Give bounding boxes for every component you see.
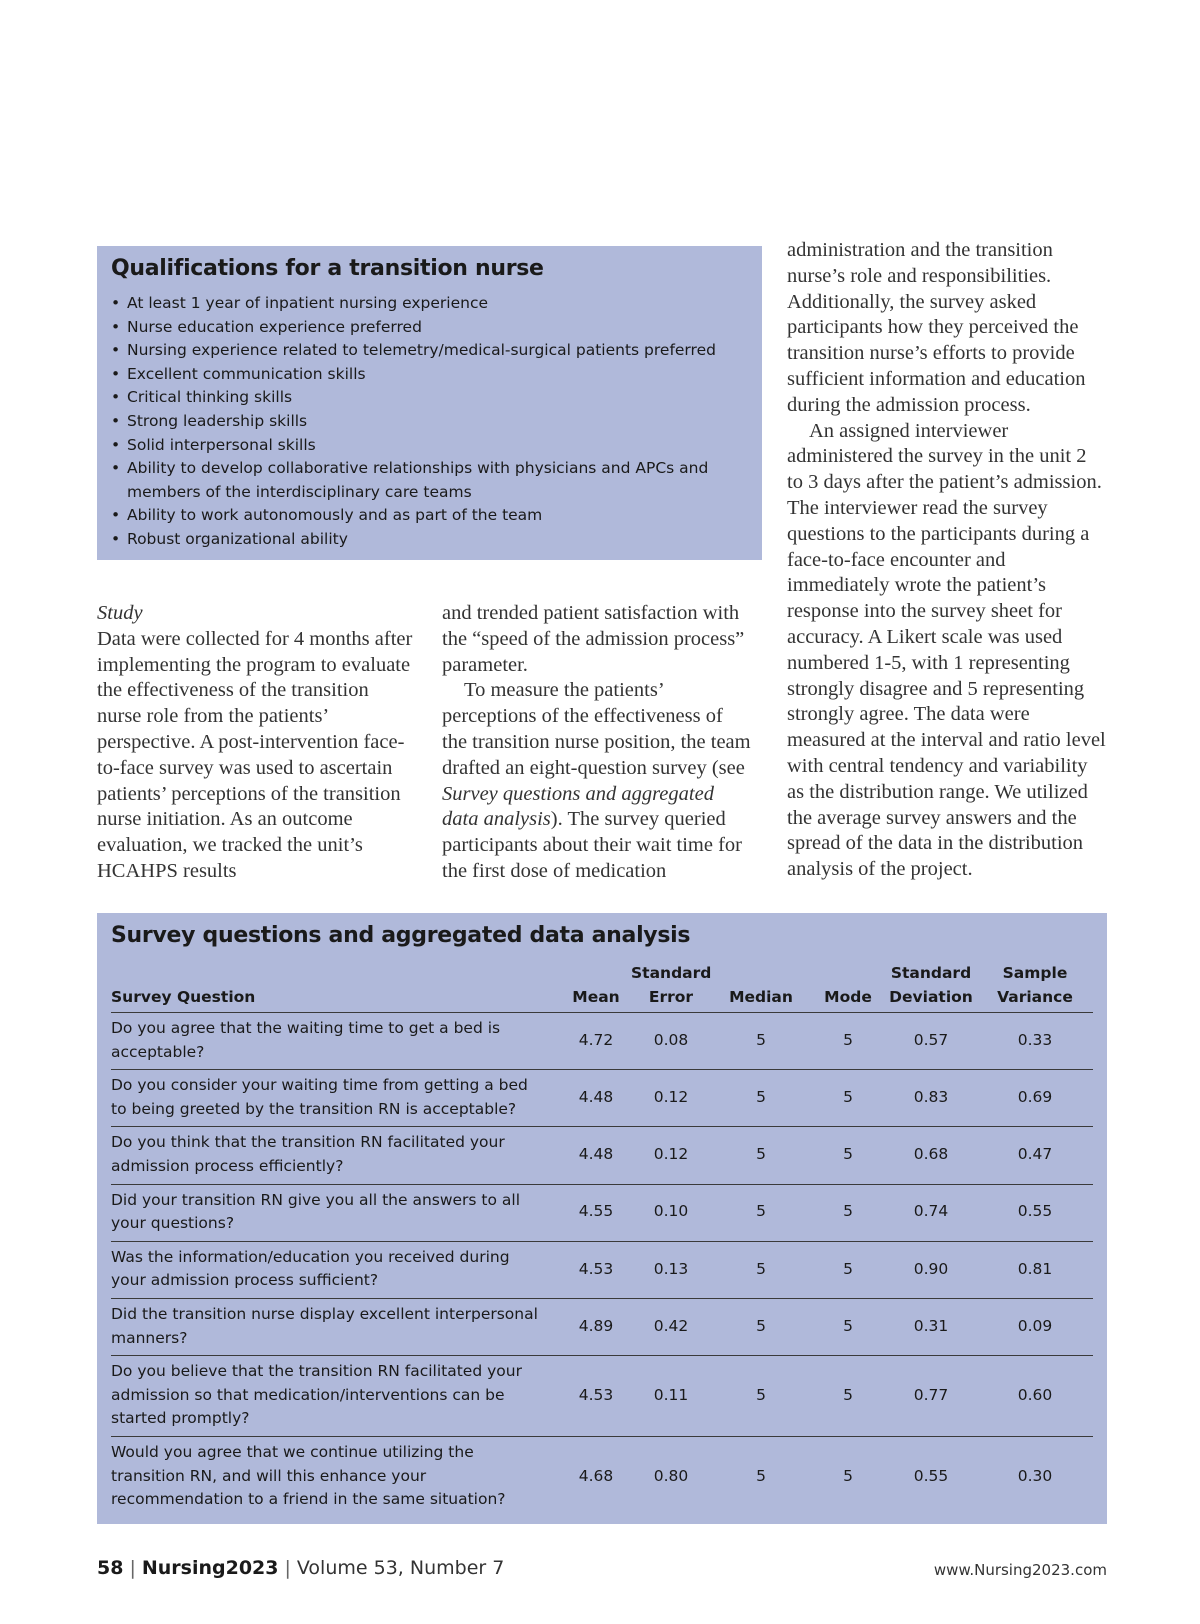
- qualification-item: • Critical thinking skills: [111, 386, 748, 410]
- median-cell: 5: [711, 1184, 811, 1241]
- mode-cell: 5: [843, 1466, 853, 1485]
- mode-cell: 5: [811, 1070, 885, 1127]
- volume-info: Volume 53, Number 7: [296, 1557, 505, 1579]
- journal-name: Nursing2023: [141, 1557, 279, 1579]
- bullet-icon: •: [111, 411, 121, 430]
- section-heading-study: Study: [97, 602, 143, 624]
- std-error-cell: 0.12: [631, 1127, 711, 1184]
- article-paragraph: To measure the patients’ perceptions of the effectiveness of the transition nurse position, the team drafted an eight-question survey (see Survey questions and aggregated data analysis). The survey queried participants about their wait time for the first dose of medication: [442, 679, 751, 882]
- article-column-1: [97, 601, 417, 885]
- variance-cell: 0.09: [977, 1298, 1093, 1355]
- variance-cell: 0.33: [977, 1013, 1093, 1070]
- article-paragraph: administration and the transition nurse’s role and responsibilities. Additionally, the survey asked participants how they perceived the transition nurse’s efforts to provide sufficient information and education during the admission process.: [787, 239, 1086, 416]
- question-cell: Do you agree that the waiting time to get a bed is acceptable?: [111, 1013, 561, 1070]
- table-row: [111, 1013, 1093, 1070]
- table-row: [111, 1436, 1093, 1516]
- question-cell: Did the transition nurse display excellent interpersonal manners?: [111, 1298, 561, 1355]
- article-column-2: [442, 601, 752, 885]
- survey-table: [111, 961, 1093, 1517]
- survey-table-box: [97, 913, 1107, 1524]
- bullet-icon: •: [111, 388, 121, 407]
- table-row: [111, 1298, 1093, 1355]
- median-cell: 5: [711, 1013, 811, 1070]
- column-header-median: Median: [711, 961, 811, 1013]
- bullet-icon: •: [111, 529, 121, 548]
- std-error-cell: 0.11: [631, 1356, 711, 1437]
- article-paragraph: An assigned interviewer administered the survey in the unit 2 to 3 days after the patient’s admission. The interviewer read the survey questions to the participants during a face-to-face encounter and immediately wrote the patient’s response into the survey sheet for accuracy. A Likert scale was used numbered 1-5, with 1 representing strongly disagree and 5 representing strongly agree. The data were measured at the interval and ratio level with central tendency and variability as the distribution range. We utilized the average survey answers and the spread of the data in the distribution analysis of the project.: [787, 419, 1106, 881]
- page-number: 58: [97, 1557, 124, 1579]
- qualifications-box: [97, 246, 762, 560]
- std-deviation-cell: 0.90: [885, 1241, 977, 1298]
- table-row: [111, 1356, 1093, 1437]
- std-error-cell: 0.10: [631, 1184, 711, 1241]
- table-header-row: [111, 961, 1093, 1013]
- column-header-question: Survey Question: [111, 961, 561, 1013]
- median-cell: 5: [711, 1298, 811, 1355]
- std-deviation-cell: 0.68: [885, 1127, 977, 1184]
- qualifications-title: Qualifications for a transition nurse: [111, 256, 544, 281]
- std-deviation-cell: 0.57: [885, 1013, 977, 1070]
- variance-cell: 0.60: [977, 1356, 1093, 1437]
- std-deviation-cell: 0.83: [885, 1070, 977, 1127]
- question-cell: Do you think that the transition RN facilitated your admission process efficiently?: [111, 1127, 561, 1184]
- qualification-item: • Solid interpersonal skills: [111, 434, 748, 458]
- median-cell: 5: [711, 1070, 811, 1127]
- article-column-3: [787, 238, 1107, 883]
- mean-cell: 4.48: [561, 1070, 631, 1127]
- qualification-item: • Excellent communication skills: [111, 363, 748, 387]
- question-cell: Do you consider your waiting time from getting a bed to being greeted by the transition RN is acceptable?: [111, 1070, 561, 1127]
- mean-cell: 4.48: [561, 1127, 631, 1184]
- article-paragraph: and trended patient satisfaction with the “speed of the admission process” parameter.: [442, 602, 745, 676]
- footer-separator: |: [284, 1557, 291, 1579]
- median-cell: 5: [711, 1127, 811, 1184]
- variance-cell: 0.55: [977, 1184, 1093, 1241]
- variance-cell: 0.30: [1017, 1466, 1053, 1485]
- table-row: [111, 1127, 1093, 1184]
- median-cell: 5: [756, 1466, 766, 1485]
- qualification-item: • Nursing experience related to telemetry/medical-surgical patients preferred: [111, 339, 748, 363]
- question-cell: Would you agree that we continue utilizing the transition RN, and will this enhance your recommendation to a friend in the same situation?: [111, 1442, 506, 1509]
- std-deviation-cell: 0.31: [885, 1298, 977, 1355]
- std-error-cell: 0.13: [631, 1241, 711, 1298]
- variance-cell: 0.69: [977, 1070, 1093, 1127]
- mode-cell: 5: [811, 1127, 885, 1184]
- std-deviation-cell: 0.77: [885, 1356, 977, 1437]
- mode-cell: 5: [811, 1013, 885, 1070]
- bullet-icon: •: [111, 341, 121, 360]
- qualification-item: • Nurse education experience preferred: [111, 316, 748, 340]
- mode-cell: 5: [811, 1184, 885, 1241]
- table-row: [111, 1184, 1093, 1241]
- table-row: [111, 1070, 1093, 1127]
- mode-cell: 5: [811, 1241, 885, 1298]
- page-footer: [97, 1557, 504, 1579]
- column-header-std-deviation: Standard Deviation: [885, 961, 977, 1013]
- qualification-item: • Robust organizational ability: [111, 528, 748, 552]
- column-header-mean: Mean: [561, 961, 631, 1013]
- question-cell: Do you believe that the transition RN facilitated your admission so that medication/interventions can be started promptly?: [111, 1356, 561, 1437]
- qualification-item: • At least 1 year of inpatient nursing experience: [111, 292, 748, 316]
- question-cell: Did your transition RN give you all the answers to all your questions?: [111, 1184, 561, 1241]
- mode-cell: 5: [811, 1356, 885, 1437]
- variance-cell: 0.47: [977, 1127, 1093, 1184]
- question-cell: Was the information/education you received during your admission process sufficient?: [111, 1241, 561, 1298]
- std-error-cell: 0.12: [631, 1070, 711, 1127]
- variance-cell: 0.81: [977, 1241, 1093, 1298]
- website-link[interactable]: www.Nursing2023.com: [933, 1561, 1107, 1579]
- std-error-cell: 0.80: [653, 1466, 689, 1485]
- column-header-std-error: Standard Error: [631, 961, 711, 1013]
- qualification-item: • Ability to work autonomously and as part of the team: [111, 504, 748, 528]
- column-header-variance: Sample Variance: [977, 961, 1093, 1013]
- qualification-item: • Ability to develop collaborative relationships with physicians and APCs and members of the interdisciplinary care teams: [111, 459, 709, 501]
- median-cell: 5: [711, 1356, 811, 1437]
- std-error-cell: 0.08: [631, 1013, 711, 1070]
- table-row: [111, 1241, 1093, 1298]
- mean-cell: 4.89: [561, 1298, 631, 1355]
- bullet-icon: •: [111, 506, 121, 525]
- mean-cell: 4.72: [561, 1013, 631, 1070]
- bullet-icon: •: [111, 364, 121, 383]
- article-paragraph: Data were collected for 4 months after implementing the program to evaluate the effectiveness of the transition nurse role from the patients’ perspective. A post-intervention face-to-face survey was used to ascertain patients’ perceptions of the transition nurse initiation. As an outcome evaluation, we tracked the unit’s HCAHPS results: [97, 627, 413, 882]
- qualifications-list: [111, 292, 748, 552]
- median-cell: 5: [711, 1241, 811, 1298]
- bullet-icon: •: [111, 435, 121, 454]
- std-deviation-cell: 0.74: [885, 1184, 977, 1241]
- mean-cell: 4.55: [561, 1184, 631, 1241]
- table-reference: Survey questions and aggregated data analysis: [442, 782, 714, 831]
- mean-cell: 4.53: [561, 1356, 631, 1437]
- footer-separator: |: [129, 1557, 136, 1579]
- bullet-icon: •: [111, 317, 121, 336]
- mean-cell: 4.53: [561, 1241, 631, 1298]
- column-header-mode: Mode: [811, 961, 885, 1013]
- mean-cell: 4.68: [578, 1466, 614, 1485]
- std-deviation-cell: 0.55: [913, 1466, 949, 1485]
- qualification-item: • Strong leadership skills: [111, 410, 748, 434]
- bullet-icon: •: [111, 459, 121, 478]
- mode-cell: 5: [811, 1298, 885, 1355]
- survey-table-title: Survey questions and aggregated data analysis: [111, 923, 691, 948]
- bullet-icon: •: [111, 294, 121, 312]
- std-error-cell: 0.42: [631, 1298, 711, 1355]
